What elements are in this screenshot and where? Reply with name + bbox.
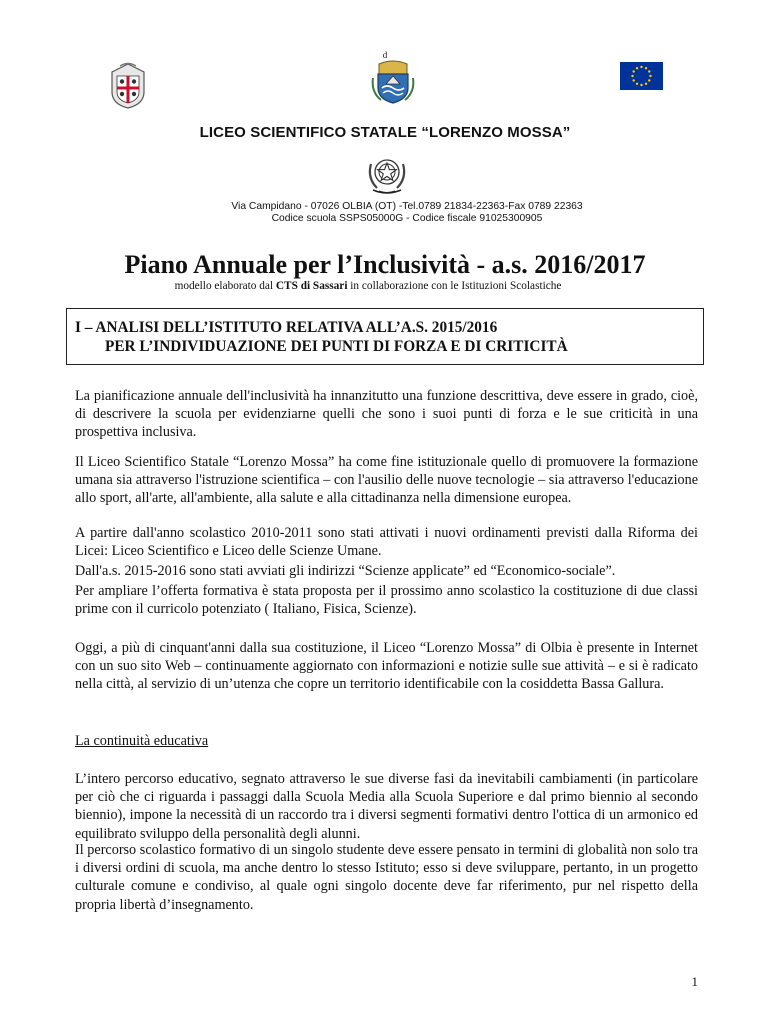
paragraph: Il Liceo Scientifico Statale “Lorenzo Mossa” ha come fine istituzionale quello di promuovere la formazione umana sia attraverso l'istruzione scientifica – con l'ausilio delle nuove tecnologie – sia attraverso l'educazione allo sport, all'arte, all'ambiente, alla salute e alla cittadinanza nella dimensione europea. [75,454,698,507]
subtitle-prefix: modello elaborato dal [174,280,276,292]
page-number: 1 [691,974,698,989]
document-subtitle [0,279,736,293]
paragraph: Per ampliare l’offerta formativa è stata proposta per il prossimo anno scolastico la costituzione di due classi prime con il curricolo potenziato ( Italiano, Fisica, Scienze). [75,583,698,618]
paragraph: Il percorso scolastico formativo di un singolo studente deve essere pensato in termini di globalità non solo tra i diversi ordini di scuola, ma anche dentro lo stesso Istituto; esso si deve sviluppare, pertanto, in un progetto culturale comune e condiviso, al quale ogni singolo docente deve far riferimento, pur nel rispetto della propria libertà d’insegnamento. [75,842,698,913]
document-title: Piano Annuale per l’Inclusività - a.s. 2016/2017 [124,250,646,279]
paragraph: La pianificazione annuale dell'inclusività ha innanzitutto una funzione descrittiva, deve essere in grado, cioè, di descrivere la scuola per evidenziarne quelli che sono i suoi punti di forza e le sue criticità in una prospettiva inclusiva. [75,388,698,441]
olbia-coat-of-arms-icon [371,58,415,104]
italian-republic-emblem-icon [365,150,409,196]
olbia-logo-letter: d [382,50,388,60]
paragraph: Dall'a.s. 2015-2016 sono stati avviati gli indirizzi “Scienze applicate” ed “Economico-sociale”. [75,563,616,579]
eu-flag-icon [620,62,663,90]
sardinia-coat-of-arms-icon [108,62,148,110]
paragraph: L’intero percorso educativo, segnato attraverso le sue diverse fasi da inevitabili cambiamenti (in particolare per ciò che ci riguarda i passaggi dalla Scuola Media alla Scuola Superiore e dal primo biennio al secondo biennio), impone la necessità di un raccordo tra i diversi segmenti formativi dentro l'ottica di un armonico ed equilibrato sviluppo della personalità degli alunni. [75,771,698,842]
subtitle-author: CTS di Sassari [275,280,348,292]
school-codes-line: Codice scuola SSPS05000G - Codice fiscale 91025300905 [271,213,543,224]
paragraph: Oggi, a più di cinquant'anni dalla sua costituzione, il Liceo “Lorenzo Mossa” di Olbia è presente in Internet con un suo sito Web – continuamente aggiornato con informazioni e notizie sulle sue attività – e si è radicato nella città, al servizio di un’utenza che copre un territorio identificabile con la cosiddetta Bassa Gallura. [75,640,698,693]
section-heading-line2: PER L’INDIVIDUAZIONE DEI PUNTI DI FORZA E DI CRITICITÀ [105,338,568,355]
paragraph: A partire dall'anno scolastico 2010-2011 sono stati attivati i nuovi ordinamenti previsti dalla Riforma dei Licei: Liceo Scientifico e Liceo delle Scienze Umane. [75,525,698,560]
subheading-continuity: La continuità educativa [75,733,209,749]
school-name: LICEO SCIENTIFICO STATALE “LORENZO MOSSA” [199,124,571,141]
section-heading-line1: I – ANALISI DELL’ISTITUTO RELATIVA ALL’A.S. 2015/2016 [75,319,498,336]
subtitle-suffix: in collaborazione con le Istituzioni Scolastiche [347,280,562,292]
address-line: Via Campidano - 07026 OLBIA (OT) -Tel.0789 21834-22363-Fax 0789 22363 [231,201,583,212]
